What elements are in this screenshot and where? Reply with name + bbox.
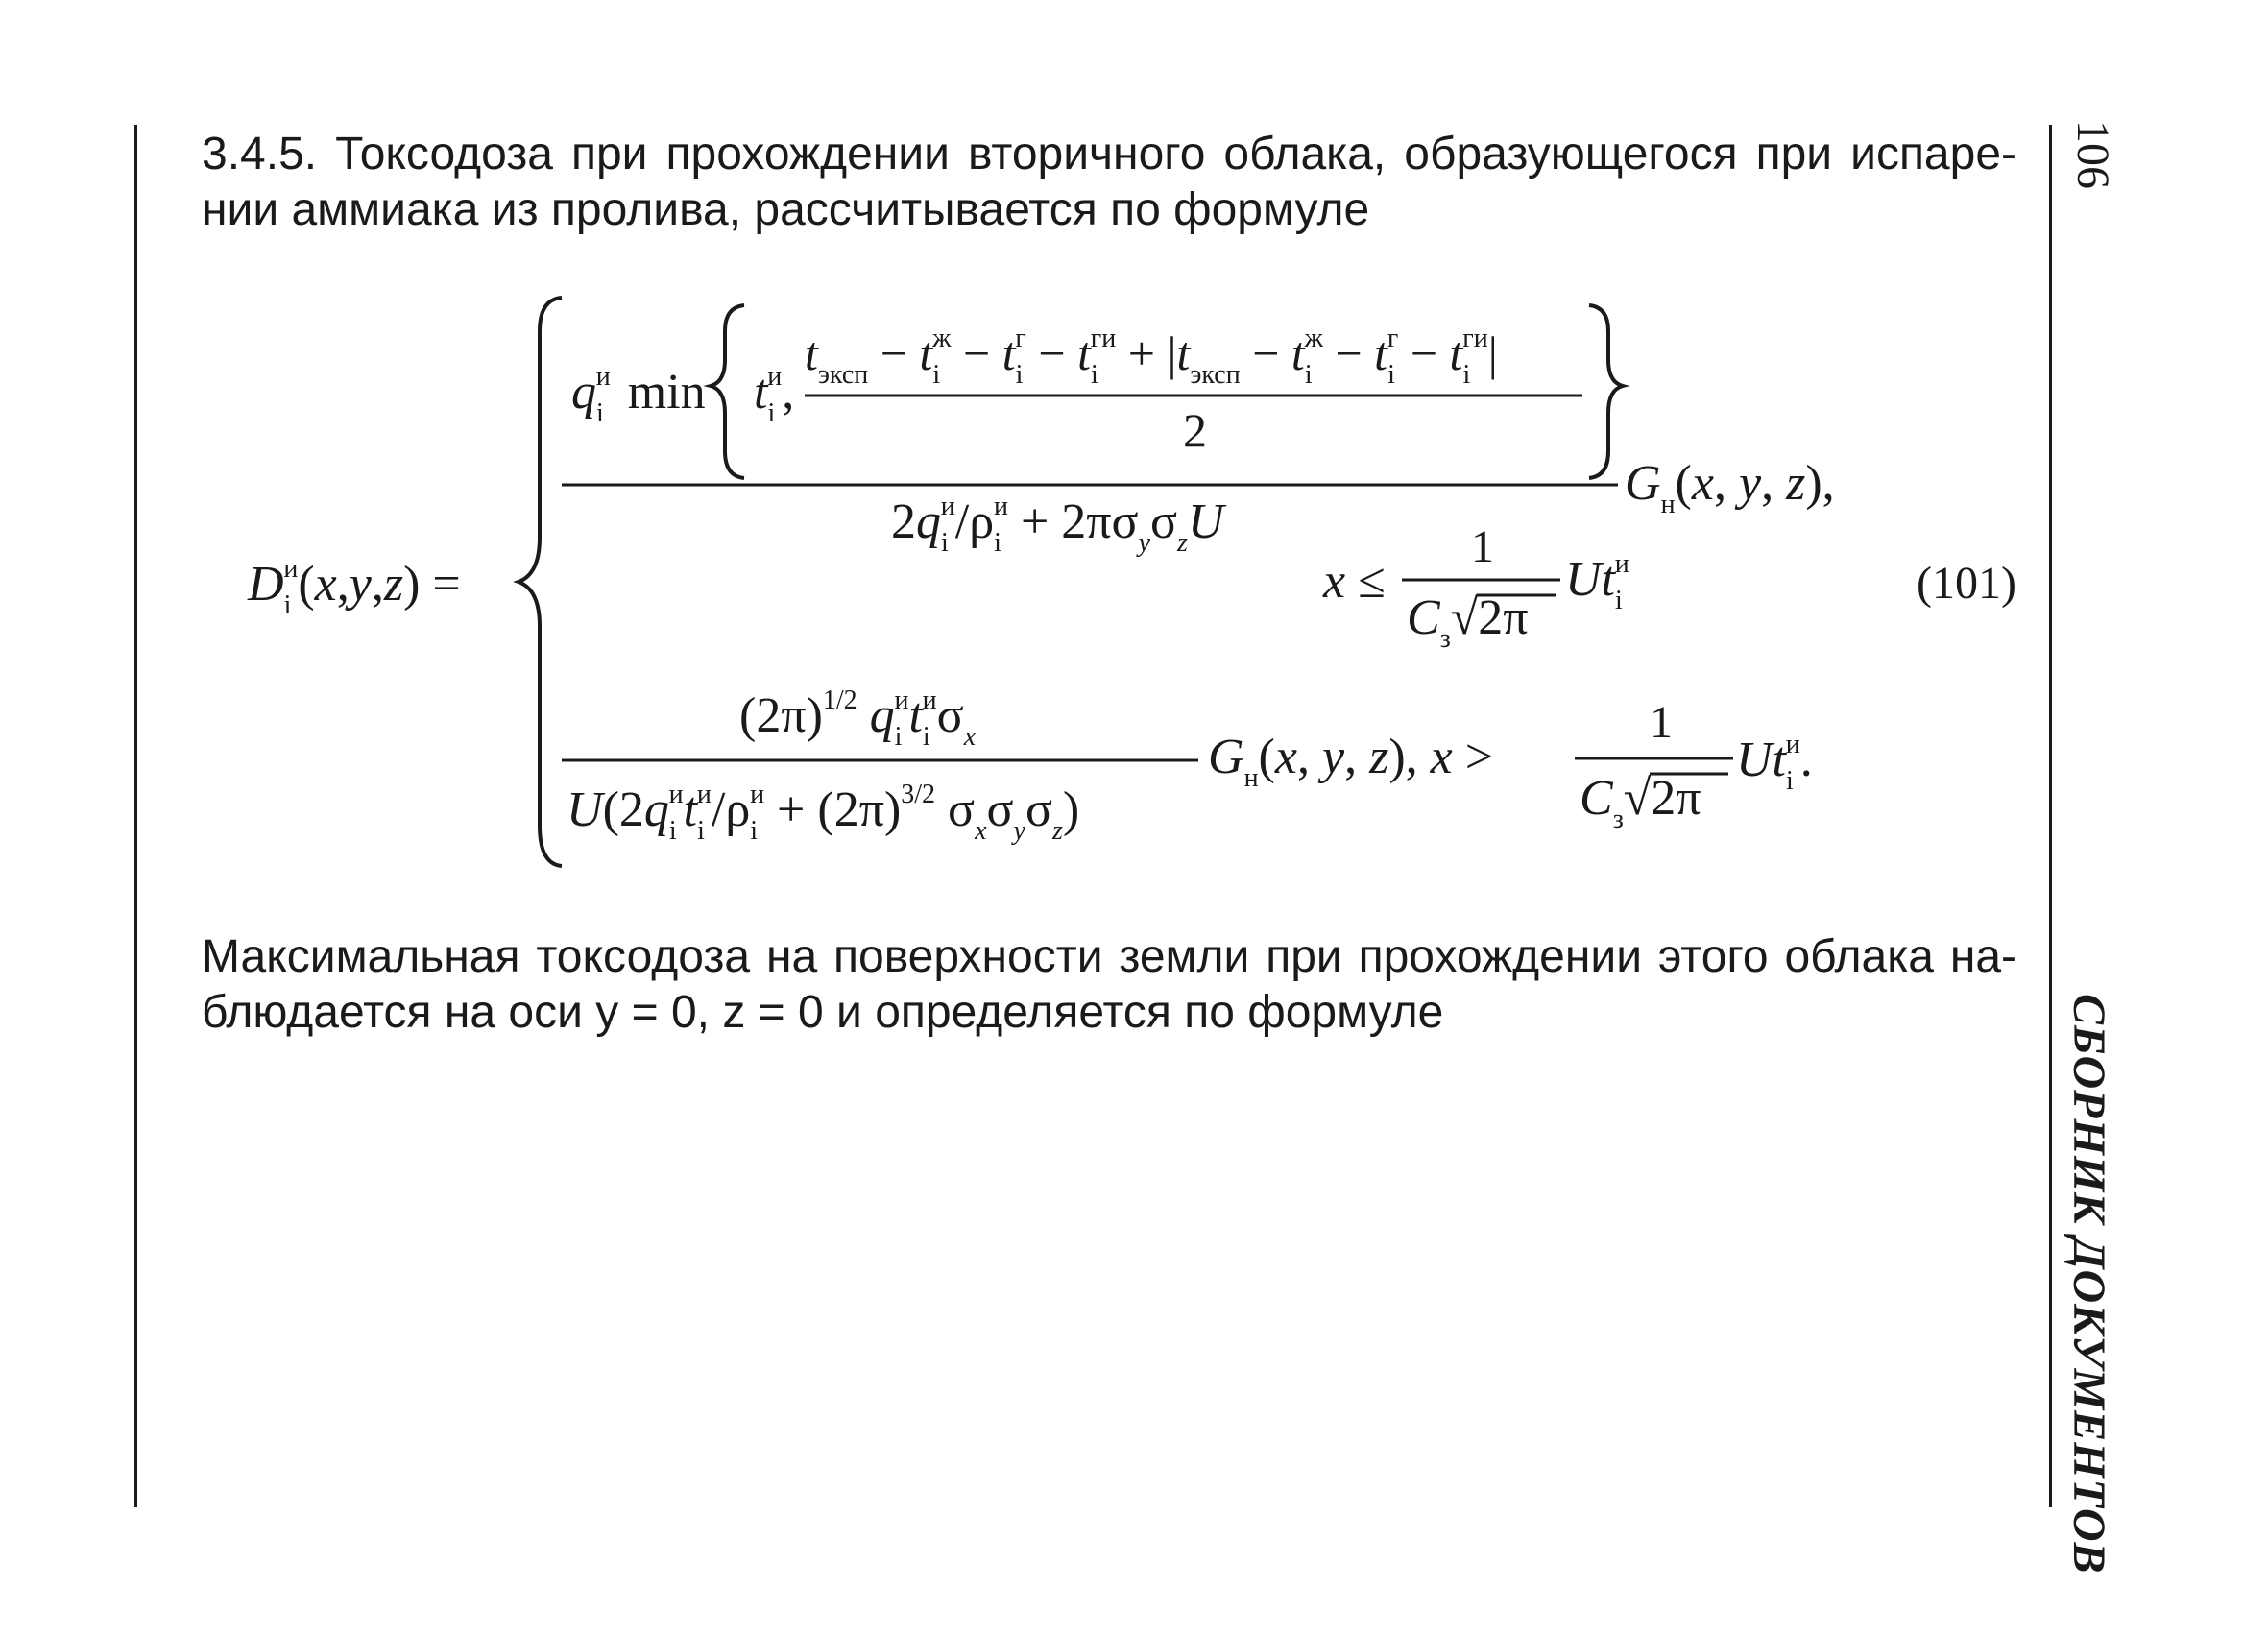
min-brace-left [711,305,744,478]
side-title: СБОРНИК ДОКУМЕНТОВ [2063,994,2114,1574]
case1-condition-one: 1 [1471,521,1494,572]
case2-condition-den: $C_з√2\pi$ [1580,771,1701,834]
equation-number: (101) [1917,558,2016,609]
inner-denominator: 2 [1183,403,1207,457]
case2-denominator: $U(2q_iиt_iи/\rho_iи + (2\pi)^{3/2}$ $\sigma_x\sigma_y\sigma_z$) [567,780,1080,846]
page-number: 106 [2067,120,2118,189]
case2-numerator: $(2\pi)^{1/2}$ $q_iиt_iи\sigma_x$ [739,685,977,752]
case1-condition-ut: $Ut_iи$ [1565,549,1629,615]
paragraph-2 [202,929,2016,1041]
case1-q: $q_iи$ min [571,362,706,428]
paragraph-1-line-2: нии аммиака из пролива, рассчитывается по формуле [202,184,1370,235]
paragraph-1-line-1: 3.4.5. Токсодоза при прохождении вторичного облака, образующегося при испаре- [202,129,2016,180]
inner-numerator: $t_{эксп} - t_iж - t_iг - t_iги + |t_{эксп} - t_iж - t_iг - t_iги|$ [805,324,1498,390]
paragraph-2-line-2: блюдается на оси y = 0, z = 0 и определяется по формуле [202,987,1444,1038]
min-brace-right [1589,305,1623,478]
case1-condition-x: x ≤ [1323,554,1386,609]
case1-denominator: $2q_iи/\rho_iи + 2\pi\sigma_y\sigma_zU$ [891,492,1224,558]
case-brace [519,298,562,866]
min-arg-t: $t_iи$, [754,362,795,428]
case1-factor: $G_н(x$, y, z), [1625,456,1835,519]
case2-factor: $G_н(x$, y, z), x > [1208,730,1494,793]
case1-condition-den: $C_з√2\pi$ [1407,590,1529,654]
case2-condition-one: 1 [1650,697,1673,748]
paragraph-2-line-1: Максимальная токсодоза на поверхности земли при прохождении этого облака на- [202,931,2016,982]
case2-condition-ut: $Ut_iи$. [1736,730,1813,796]
formula-lhs: $D_iи(x,y,z)$ = [248,554,461,620]
